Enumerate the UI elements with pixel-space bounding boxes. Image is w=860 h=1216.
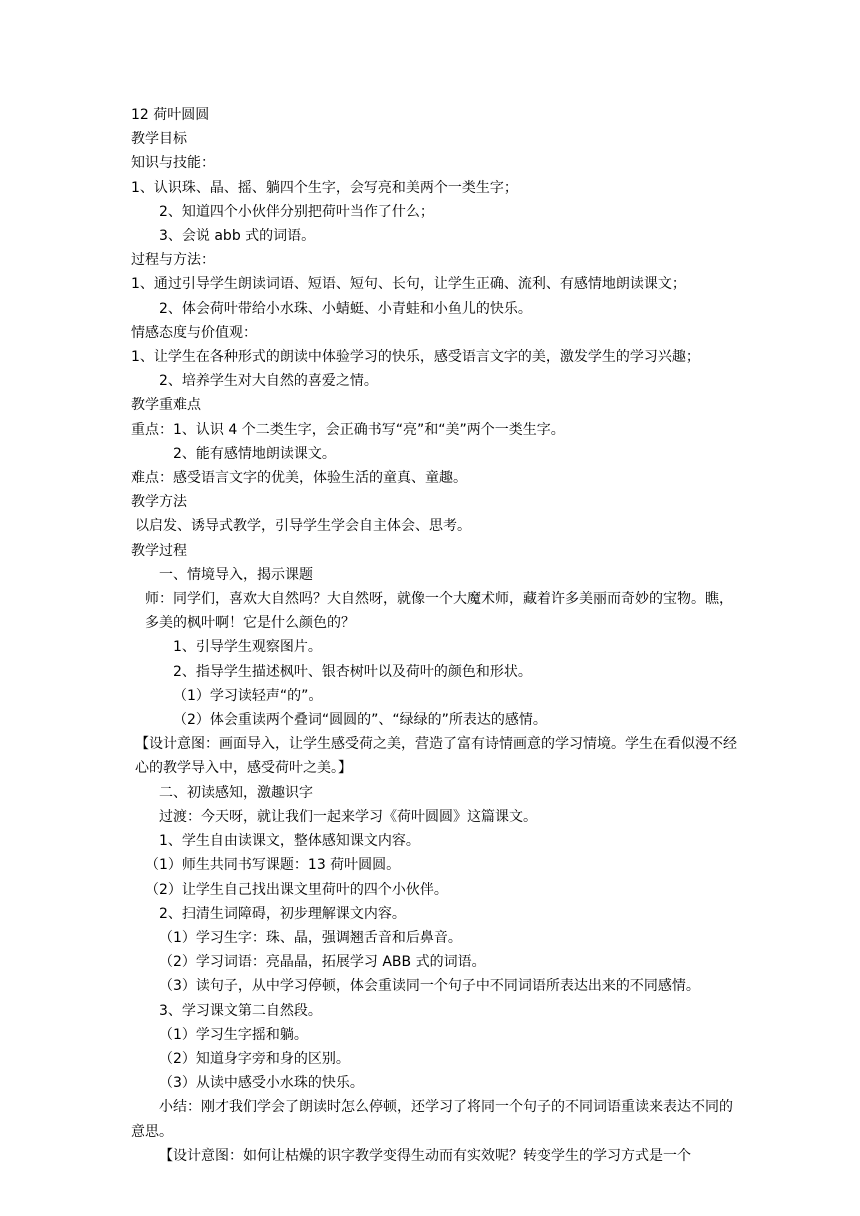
emotion-item-1: 1、让学生在各种形式的朗读中体验学习的快乐，感受语言文字的美，激发学生的学习兴趣； [131, 349, 700, 366]
process-item-1: 1、通过引导学生朗读词语、短语、短句、长句，让学生正确、流利、有感情地朗读课文； [131, 276, 686, 293]
section-heading-process: 教学过程 [131, 542, 187, 559]
step2-title: 二、初读感知，激趣识字 [159, 784, 313, 801]
section-heading-key-points: 教学重难点 [131, 397, 201, 414]
step2-item-3: 3、学习课文第二自然段。 [159, 1002, 322, 1019]
knowledge-item-2: 2、知道四个小伙伴分别把荷叶当作了什么； [159, 203, 434, 220]
method-text: 以启发、诱导式教学，引导学生学会自主体会、思考。 [135, 518, 471, 535]
step2-item-2c: （3）读句子，从中学习停顿，体会重读同一个句子中不同词语所表达出来的不同感情。 [159, 978, 700, 995]
step2-item-1: 1、学生自由读课文，整体感知课文内容。 [159, 833, 420, 850]
subheading-emotion: 情感态度与价值观： [131, 324, 257, 341]
step2-item-2b: （2）学习词语：亮晶晶，拓展学习 ABB 式的词语。 [159, 954, 486, 971]
step2-design-intent: 【设计意图：如何让枯燥的识字教学变得生动而有实效呢？转变学生的学习方式是一个 [159, 1147, 691, 1164]
section-heading-method: 教学方法 [131, 494, 187, 511]
subheading-process: 过程与方法： [131, 252, 215, 269]
step1-design-intent: 【设计意图：画面导入，让学生感受荷之美，营造了富有诗情画意的学习情境。学生在看似漫不经心的教学导入中，感受荷叶之美。】 [135, 736, 737, 777]
knowledge-item-3: 3、会说 abb 式的词语。 [159, 228, 316, 245]
emotion-item-2: 2、培养学生对大自然的喜爱之情。 [159, 373, 378, 390]
step1-item-2: 2、指导学生描述枫叶、银杏树叶以及荷叶的颜色和形状。 [173, 663, 532, 680]
step2-item-1b: （2）让学生自己找出课文里荷叶的四个小伙伴。 [145, 881, 448, 898]
process-item-2: 2、体会荷叶带给小水珠、小蜻蜓、小青蛙和小鱼儿的快乐。 [159, 300, 532, 317]
subheading-knowledge: 知识与技能： [131, 155, 215, 172]
step2-item-2a: （1）学习生字：珠、晶，强调翘舌音和后鼻音。 [159, 929, 462, 946]
step1-teacher-text: 师：同学们，喜欢大自然吗？大自然呀，就像一个大魔术师，藏着许多美丽而奇妙的宝物。瞧，多美的枫叶啊！它是什么颜色的？ [145, 591, 733, 632]
step2-item-2: 2、扫清生词障碍，初步理解课文内容。 [159, 905, 406, 922]
step2-item-3c: （3）从读中感受小水珠的快乐。 [159, 1075, 364, 1092]
step1-item-2a: （1）学习读轻声“的”。 [173, 687, 323, 704]
step2-item-1a: （1）师生共同书写课题：13 荷叶圆圆。 [145, 857, 401, 874]
key-point-2: 2、能有感情地朗读课文。 [173, 445, 336, 462]
step2-item-3a: （1）学习生字摇和躺。 [159, 1026, 308, 1043]
step2-item-3b: （2）知道身字旁和身的区别。 [159, 1050, 350, 1067]
step2-summary: 小结：刚才我们学会了朗读时怎么停顿，还学习了将同一个句子的不同词语重读来表达不同的意思。 [131, 1099, 733, 1140]
section-heading-goals: 教学目标 [131, 131, 187, 148]
document-body [131, 103, 737, 1168]
difficulty-point: 难点：感受语言文字的优美，体验生活的童真、童趣。 [131, 470, 467, 487]
lesson-title: 12 荷叶圆圆 [131, 107, 210, 123]
step2-transition: 过渡：今天呀，就让我们一起来学习《荷叶圆圆》这篇课文。 [159, 808, 537, 825]
step1-title: 一、情境导入，揭示课题 [159, 566, 313, 583]
knowledge-item-1: 1、认识珠、晶、摇、躺四个生字，会写亮和美两个一类生字； [131, 179, 518, 196]
key-point-1: 重点：1、认识 4 个二类生字，会正确书写“亮”和“美”两个一类生字。 [131, 421, 565, 438]
step1-item-2b: （2）体会重读两个叠词“圆圆的”、“绿绿的”所表达的感情。 [173, 712, 547, 729]
step1-item-1: 1、引导学生观察图片。 [173, 639, 322, 656]
